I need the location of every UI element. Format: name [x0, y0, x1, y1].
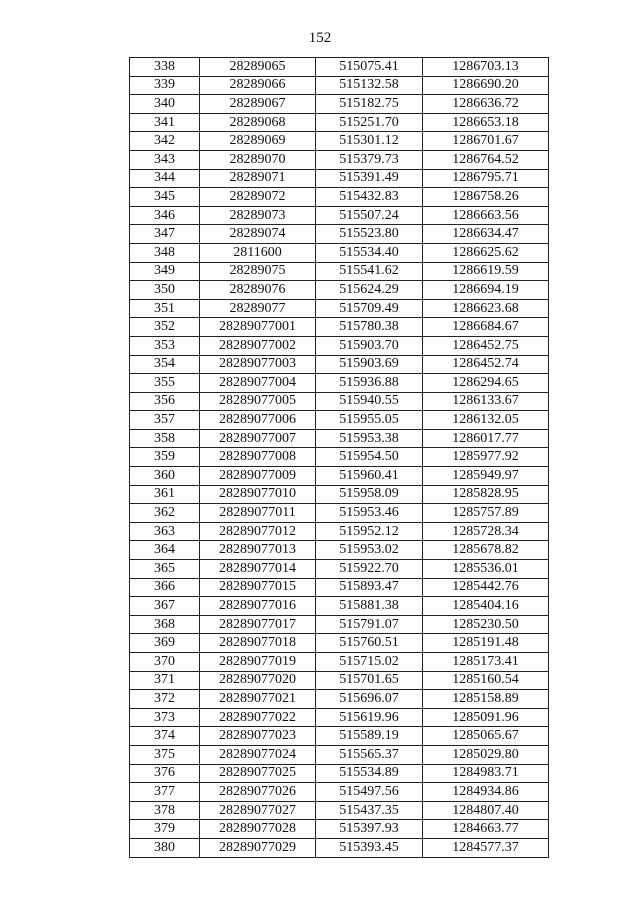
- y-coordinate-cell: 1285191.48: [423, 634, 549, 653]
- y-coordinate-cell: 1286764.52: [423, 150, 549, 169]
- y-coordinate-cell: 1286017.77: [423, 429, 549, 448]
- point-id-cell: 28289071: [200, 169, 316, 188]
- y-coordinate-cell: 1285757.89: [423, 504, 549, 523]
- table-row: [130, 132, 549, 151]
- point-number-cell: 342: [130, 132, 200, 151]
- table-row: [130, 150, 549, 169]
- point-number-cell: 352: [130, 318, 200, 337]
- y-coordinate-cell: 1285173.41: [423, 653, 549, 672]
- point-number-cell: 339: [130, 76, 200, 95]
- point-number-cell: 361: [130, 485, 200, 504]
- y-coordinate-cell: 1286619.59: [423, 262, 549, 281]
- table-row: [130, 448, 549, 467]
- point-number-cell: 375: [130, 745, 200, 764]
- y-coordinate-cell: 1286133.67: [423, 392, 549, 411]
- point-id-cell: 28289077008: [200, 448, 316, 467]
- y-coordinate-cell: 1286625.62: [423, 243, 549, 262]
- point-id-cell: 28289077001: [200, 318, 316, 337]
- x-coordinate-cell: 515953.02: [316, 541, 423, 560]
- point-number-cell: 363: [130, 522, 200, 541]
- point-id-cell: 28289077017: [200, 615, 316, 634]
- y-coordinate-cell: 1284934.86: [423, 783, 549, 802]
- x-coordinate-cell: 515507.24: [316, 206, 423, 225]
- y-coordinate-cell: 1285828.95: [423, 485, 549, 504]
- point-number-cell: 357: [130, 411, 200, 430]
- y-coordinate-cell: 1285158.89: [423, 690, 549, 709]
- point-id-cell: 28289077015: [200, 578, 316, 597]
- y-coordinate-cell: 1286690.20: [423, 76, 549, 95]
- x-coordinate-cell: 515391.49: [316, 169, 423, 188]
- x-coordinate-cell: 515791.07: [316, 615, 423, 634]
- table-row: [130, 355, 549, 374]
- point-number-cell: 353: [130, 336, 200, 355]
- point-id-cell: 28289070: [200, 150, 316, 169]
- point-id-cell: 2811600: [200, 243, 316, 262]
- x-coordinate-cell: 515534.40: [316, 243, 423, 262]
- y-coordinate-cell: 1285029.80: [423, 745, 549, 764]
- y-coordinate-cell: 1285404.16: [423, 597, 549, 616]
- point-number-cell: 349: [130, 262, 200, 281]
- point-id-cell: 28289077025: [200, 764, 316, 783]
- x-coordinate-cell: 515954.50: [316, 448, 423, 467]
- x-coordinate-cell: 515397.93: [316, 820, 423, 839]
- point-id-cell: 28289076: [200, 281, 316, 300]
- point-id-cell: 28289077014: [200, 560, 316, 579]
- x-coordinate-cell: 515958.09: [316, 485, 423, 504]
- y-coordinate-cell: 1286795.71: [423, 169, 549, 188]
- table-row: [130, 374, 549, 393]
- x-coordinate-cell: 515960.41: [316, 467, 423, 486]
- x-coordinate-cell: 515432.83: [316, 188, 423, 207]
- point-number-cell: 365: [130, 560, 200, 579]
- point-id-cell: 28289077: [200, 299, 316, 318]
- table-row: [130, 76, 549, 95]
- point-number-cell: 369: [130, 634, 200, 653]
- table-row: [130, 690, 549, 709]
- point-id-cell: 28289077002: [200, 336, 316, 355]
- point-id-cell: 28289077023: [200, 727, 316, 746]
- table-row: [130, 243, 549, 262]
- x-coordinate-cell: 515696.07: [316, 690, 423, 709]
- point-id-cell: 28289077016: [200, 597, 316, 616]
- x-coordinate-cell: 515893.47: [316, 578, 423, 597]
- y-coordinate-cell: 1285065.67: [423, 727, 549, 746]
- point-id-cell: 28289066: [200, 76, 316, 95]
- point-number-cell: 366: [130, 578, 200, 597]
- point-number-cell: 345: [130, 188, 200, 207]
- point-id-cell: 28289074: [200, 225, 316, 244]
- point-number-cell: 359: [130, 448, 200, 467]
- table-row: [130, 541, 549, 560]
- point-id-cell: 28289077024: [200, 745, 316, 764]
- y-coordinate-cell: 1285536.01: [423, 560, 549, 579]
- point-number-cell: 355: [130, 374, 200, 393]
- point-id-cell: 28289077012: [200, 522, 316, 541]
- point-number-cell: 354: [130, 355, 200, 374]
- point-number-cell: 371: [130, 671, 200, 690]
- y-coordinate-cell: 1286663.56: [423, 206, 549, 225]
- point-number-cell: 374: [130, 727, 200, 746]
- point-number-cell: 370: [130, 653, 200, 672]
- y-coordinate-cell: 1285091.96: [423, 708, 549, 727]
- point-number-cell: 356: [130, 392, 200, 411]
- point-number-cell: 338: [130, 58, 200, 77]
- table-row: [130, 95, 549, 114]
- y-coordinate-cell: 1284807.40: [423, 801, 549, 820]
- x-coordinate-cell: 515497.56: [316, 783, 423, 802]
- x-coordinate-cell: 515523.80: [316, 225, 423, 244]
- table-row: [130, 653, 549, 672]
- table-row: [130, 522, 549, 541]
- point-number-cell: 377: [130, 783, 200, 802]
- table-row: [130, 764, 549, 783]
- coordinates-table: [129, 57, 549, 858]
- point-number-cell: 344: [130, 169, 200, 188]
- table-row: [130, 504, 549, 523]
- point-id-cell: 28289077020: [200, 671, 316, 690]
- y-coordinate-cell: 1284663.77: [423, 820, 549, 839]
- point-id-cell: 28289068: [200, 113, 316, 132]
- x-coordinate-cell: 515301.12: [316, 132, 423, 151]
- y-coordinate-cell: 1286636.72: [423, 95, 549, 114]
- y-coordinate-cell: 1286132.05: [423, 411, 549, 430]
- point-number-cell: 378: [130, 801, 200, 820]
- x-coordinate-cell: 515541.62: [316, 262, 423, 281]
- x-coordinate-cell: 515709.49: [316, 299, 423, 318]
- point-id-cell: 28289065: [200, 58, 316, 77]
- point-id-cell: 28289077005: [200, 392, 316, 411]
- point-number-cell: 360: [130, 467, 200, 486]
- table-row: [130, 467, 549, 486]
- y-coordinate-cell: 1286653.18: [423, 113, 549, 132]
- x-coordinate-cell: 515760.51: [316, 634, 423, 653]
- point-id-cell: 28289077029: [200, 838, 316, 857]
- y-coordinate-cell: 1286452.74: [423, 355, 549, 374]
- point-id-cell: 28289072: [200, 188, 316, 207]
- point-id-cell: 28289077003: [200, 355, 316, 374]
- x-coordinate-cell: 515437.35: [316, 801, 423, 820]
- x-coordinate-cell: 515952.12: [316, 522, 423, 541]
- y-coordinate-cell: 1284577.37: [423, 838, 549, 857]
- point-number-cell: 379: [130, 820, 200, 839]
- x-coordinate-cell: 515953.38: [316, 429, 423, 448]
- x-coordinate-cell: 515922.70: [316, 560, 423, 579]
- point-id-cell: 28289077019: [200, 653, 316, 672]
- table-row: [130, 745, 549, 764]
- x-coordinate-cell: 515075.41: [316, 58, 423, 77]
- y-coordinate-cell: 1285678.82: [423, 541, 549, 560]
- point-id-cell: 28289073: [200, 206, 316, 225]
- y-coordinate-cell: 1285728.34: [423, 522, 549, 541]
- table-row: [130, 634, 549, 653]
- point-number-cell: 373: [130, 708, 200, 727]
- table-row: [130, 708, 549, 727]
- point-number-cell: 351: [130, 299, 200, 318]
- point-id-cell: 28289075: [200, 262, 316, 281]
- point-number-cell: 368: [130, 615, 200, 634]
- point-id-cell: 28289077009: [200, 467, 316, 486]
- point-number-cell: 341: [130, 113, 200, 132]
- point-id-cell: 28289069: [200, 132, 316, 151]
- table-row: [130, 113, 549, 132]
- point-id-cell: 28289077010: [200, 485, 316, 504]
- x-coordinate-cell: 515936.88: [316, 374, 423, 393]
- y-coordinate-cell: 1285230.50: [423, 615, 549, 634]
- table-row: [130, 597, 549, 616]
- y-coordinate-cell: 1286758.26: [423, 188, 549, 207]
- point-id-cell: 28289067: [200, 95, 316, 114]
- y-coordinate-cell: 1284983.71: [423, 764, 549, 783]
- x-coordinate-cell: 515132.58: [316, 76, 423, 95]
- table-row: [130, 281, 549, 300]
- table-row: [130, 206, 549, 225]
- point-number-cell: 358: [130, 429, 200, 448]
- point-number-cell: 364: [130, 541, 200, 560]
- page-number: 152: [308, 30, 332, 46]
- table-row: [130, 578, 549, 597]
- y-coordinate-cell: 1286623.68: [423, 299, 549, 318]
- table-row: [130, 801, 549, 820]
- point-id-cell: 28289077018: [200, 634, 316, 653]
- point-number-cell: 367: [130, 597, 200, 616]
- x-coordinate-cell: 515715.02: [316, 653, 423, 672]
- point-number-cell: 340: [130, 95, 200, 114]
- table-row: [130, 485, 549, 504]
- x-coordinate-cell: 515379.73: [316, 150, 423, 169]
- x-coordinate-cell: 515940.55: [316, 392, 423, 411]
- y-coordinate-cell: 1285977.92: [423, 448, 549, 467]
- point-number-cell: 348: [130, 243, 200, 262]
- x-coordinate-cell: 515565.37: [316, 745, 423, 764]
- y-coordinate-cell: 1286294.65: [423, 374, 549, 393]
- point-id-cell: 28289077007: [200, 429, 316, 448]
- x-coordinate-cell: 515393.45: [316, 838, 423, 857]
- x-coordinate-cell: 515251.70: [316, 113, 423, 132]
- x-coordinate-cell: 515953.46: [316, 504, 423, 523]
- table-row: [130, 318, 549, 337]
- point-id-cell: 28289077006: [200, 411, 316, 430]
- table-row: [130, 299, 549, 318]
- y-coordinate-cell: 1285949.97: [423, 467, 549, 486]
- y-coordinate-cell: 1286452.75: [423, 336, 549, 355]
- x-coordinate-cell: 515903.70: [316, 336, 423, 355]
- table-row: [130, 783, 549, 802]
- point-number-cell: 372: [130, 690, 200, 709]
- y-coordinate-cell: 1285442.76: [423, 578, 549, 597]
- table-row: [130, 820, 549, 839]
- table-row: [130, 838, 549, 857]
- table-row: [130, 392, 549, 411]
- point-id-cell: 28289077027: [200, 801, 316, 820]
- y-coordinate-cell: 1286701.67: [423, 132, 549, 151]
- x-coordinate-cell: 515624.29: [316, 281, 423, 300]
- table-row: [130, 560, 549, 579]
- x-coordinate-cell: 515182.75: [316, 95, 423, 114]
- point-id-cell: 28289077028: [200, 820, 316, 839]
- y-coordinate-cell: 1286703.13: [423, 58, 549, 77]
- y-coordinate-cell: 1286694.19: [423, 281, 549, 300]
- y-coordinate-cell: 1286684.67: [423, 318, 549, 337]
- x-coordinate-cell: 515589.19: [316, 727, 423, 746]
- y-coordinate-cell: 1285160.54: [423, 671, 549, 690]
- point-number-cell: 380: [130, 838, 200, 857]
- y-coordinate-cell: 1286634.47: [423, 225, 549, 244]
- point-number-cell: 362: [130, 504, 200, 523]
- x-coordinate-cell: 515881.38: [316, 597, 423, 616]
- point-number-cell: 376: [130, 764, 200, 783]
- table-row: [130, 188, 549, 207]
- point-id-cell: 28289077022: [200, 708, 316, 727]
- point-number-cell: 346: [130, 206, 200, 225]
- x-coordinate-cell: 515903.69: [316, 355, 423, 374]
- table-row: [130, 411, 549, 430]
- point-number-cell: 343: [130, 150, 200, 169]
- table-row: [130, 262, 549, 281]
- point-id-cell: 28289077013: [200, 541, 316, 560]
- point-number-cell: 350: [130, 281, 200, 300]
- table-body: [130, 58, 549, 858]
- point-id-cell: 28289077021: [200, 690, 316, 709]
- x-coordinate-cell: 515780.38: [316, 318, 423, 337]
- point-number-cell: 347: [130, 225, 200, 244]
- point-id-cell: 28289077026: [200, 783, 316, 802]
- point-id-cell: 28289077004: [200, 374, 316, 393]
- table-row: [130, 225, 549, 244]
- x-coordinate-cell: 515701.65: [316, 671, 423, 690]
- table-row: [130, 671, 549, 690]
- table-row: [130, 58, 549, 77]
- x-coordinate-cell: 515619.96: [316, 708, 423, 727]
- table-row: [130, 169, 549, 188]
- table-row: [130, 336, 549, 355]
- x-coordinate-cell: 515955.05: [316, 411, 423, 430]
- x-coordinate-cell: 515534.89: [316, 764, 423, 783]
- point-id-cell: 28289077011: [200, 504, 316, 523]
- table-row: [130, 615, 549, 634]
- table-row: [130, 727, 549, 746]
- table-row: [130, 429, 549, 448]
